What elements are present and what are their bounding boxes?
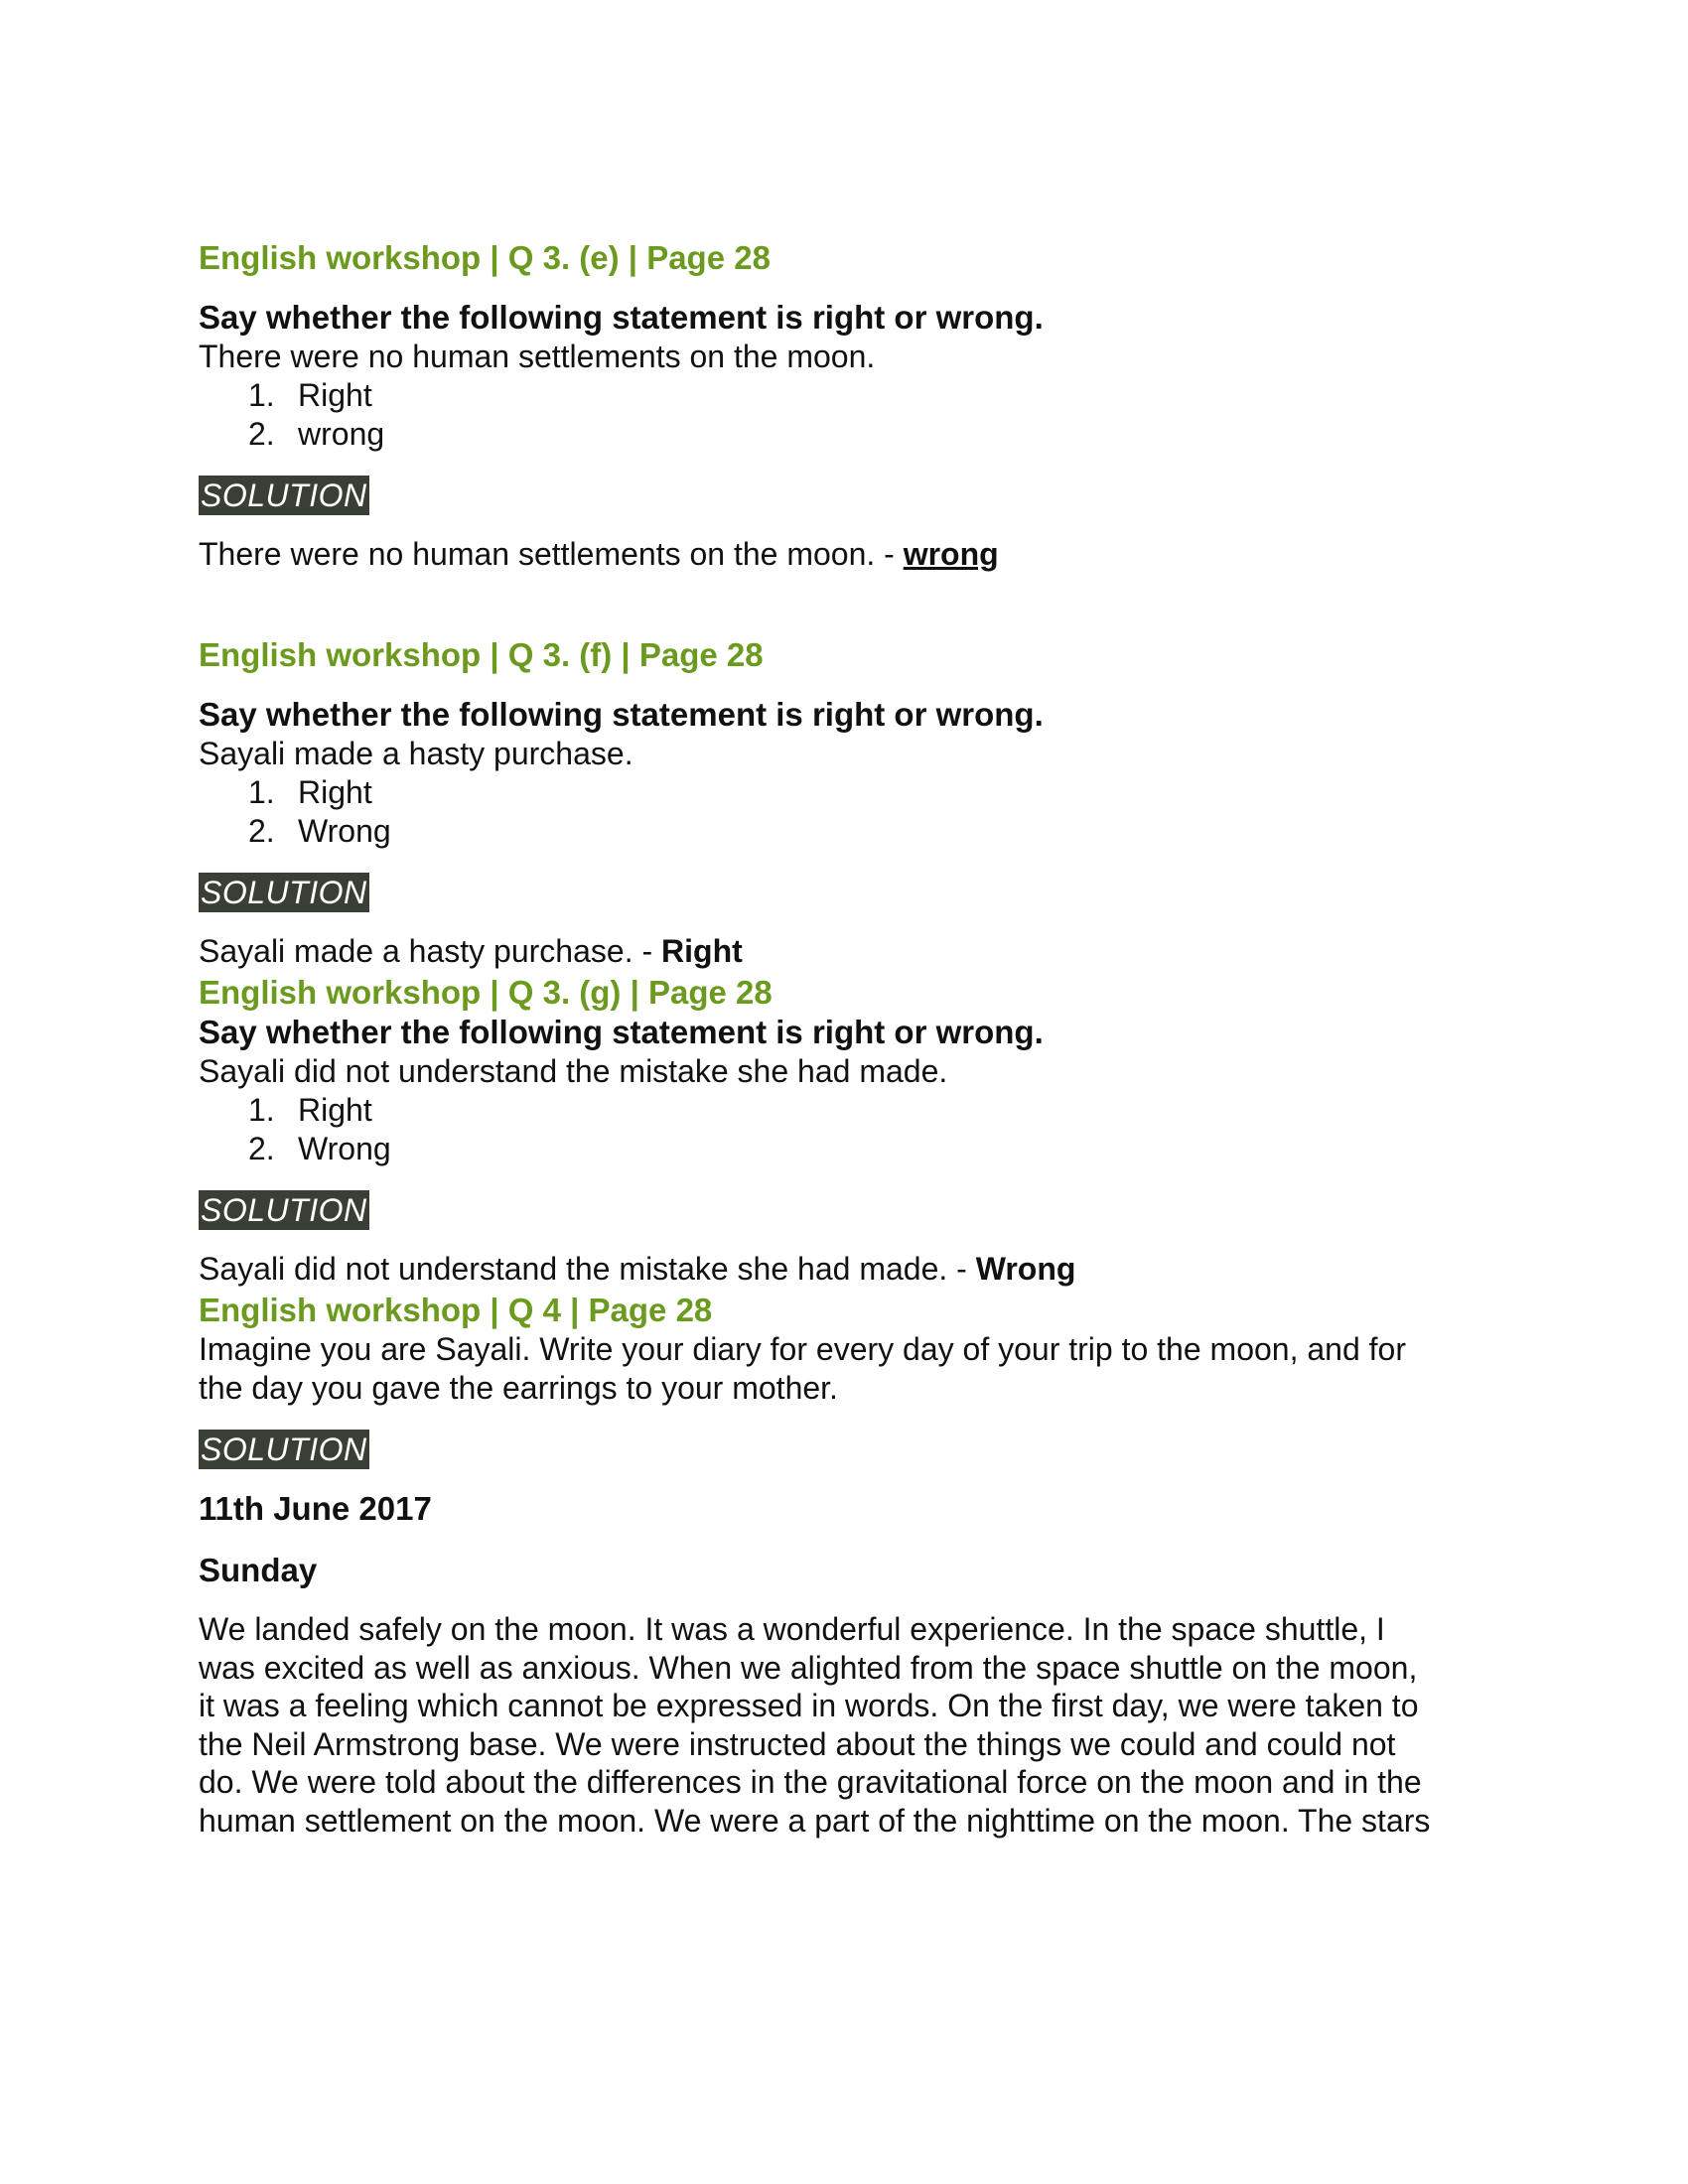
answer-line [199, 932, 1509, 971]
options-list [199, 376, 1509, 454]
solution-badge: SOLUTION [201, 478, 367, 513]
section-heading: English workshop | Q 4 | Page 28 [199, 1292, 713, 1328]
answer-value: wrong [903, 536, 999, 572]
diary-day: Sunday [199, 1552, 318, 1588]
option-item: 1. Right [248, 1092, 372, 1128]
paragraph-line: the Neil Armstrong base. We were instructed about the things we could and could not [199, 1725, 1396, 1762]
option-label: Right [298, 1092, 372, 1128]
options-list [199, 1091, 1509, 1168]
question-section-3f [199, 635, 1509, 971]
option-label: Right [298, 774, 372, 810]
option-item: 1. Right [248, 377, 372, 413]
question-prompt: Say whether the following statement is right or wrong. [199, 299, 1044, 336]
solution-badge: SOLUTION [201, 1432, 367, 1467]
diary-date: 11th June 2017 [199, 1490, 432, 1527]
paragraph-line: it was a feeling which cannot be expressed in words. On the first day, we were taken to [199, 1688, 1419, 1723]
option-label: Wrong [298, 813, 391, 849]
answer-line [199, 535, 1509, 574]
paragraph-line: We landed safely on the moon. It was a wonderful experience. In the space shuttle, I [199, 1611, 1385, 1647]
answer-line [199, 1250, 1509, 1289]
option-label: wrong [298, 416, 385, 452]
option-item: 2. wrong [248, 416, 385, 452]
question-statement: There were no human settlements on the moon. [199, 339, 876, 374]
solution-badge: SOLUTION [201, 1192, 367, 1228]
option-item: 2. Wrong [248, 1131, 391, 1166]
paragraph-line: human settlement on the moon. We were a part of the nighttime on the moon. The stars [199, 1802, 1431, 1839]
question-section-3e [199, 238, 1509, 574]
question-statement: Sayali did not understand the mistake she had made. [199, 1053, 948, 1089]
paragraph-line: was excited as well as anxious. When we alighted from the space shuttle on the moon, [199, 1649, 1418, 1686]
option-label: Wrong [298, 1131, 391, 1166]
option-item: 2. Wrong [248, 813, 391, 849]
option-item: 1. Right [248, 774, 372, 810]
section-heading: English workshop | Q 3. (g) | Page 28 [199, 974, 773, 1011]
section-heading: English workshop | Q 3. (e) | Page 28 [199, 239, 771, 276]
question-section-3g [199, 973, 1509, 1289]
question-text-line: the day you gave the earrings to your mother. [199, 1370, 838, 1406]
question-statement: Sayali made a hasty purchase. [199, 736, 633, 771]
answer-text: There were no human settlements on the moon. - [199, 536, 904, 572]
diary-paragraph [199, 1610, 1509, 1840]
answer-text: Sayali did not understand the mistake she had made. - [199, 1251, 976, 1287]
question-section-4 [199, 1291, 1509, 1840]
options-list [199, 773, 1509, 851]
answer-value: Wrong [975, 1251, 1076, 1287]
paragraph-line: do. We were told about the differences in the gravitational force on the moon and in the [199, 1764, 1422, 1800]
solution-badge: SOLUTION [201, 875, 367, 910]
question-text-line: Imagine you are Sayali. Write your diary for every day of your trip to the moon, and for [199, 1331, 1406, 1367]
answer-text: Sayali made a hasty purchase. - [199, 933, 662, 969]
option-label: Right [298, 377, 372, 413]
question-prompt: Say whether the following statement is right or wrong. [199, 696, 1044, 733]
document-page [199, 238, 1509, 1840]
question-prompt: Say whether the following statement is right or wrong. [199, 1014, 1044, 1050]
section-heading: English workshop | Q 3. (f) | Page 28 [199, 636, 764, 673]
answer-value: Right [661, 933, 743, 969]
